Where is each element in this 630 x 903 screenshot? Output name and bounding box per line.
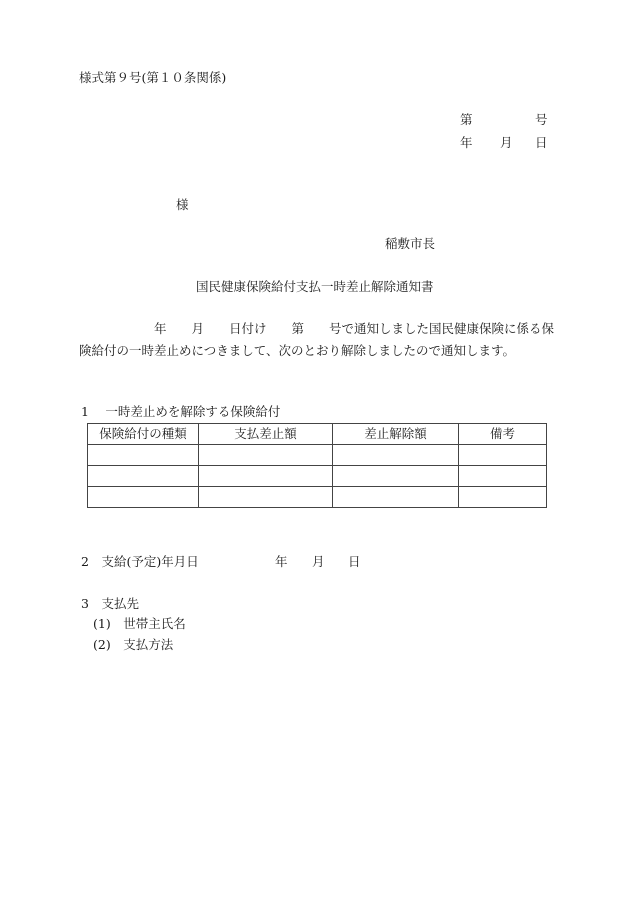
recipient-honorific: 様 [176, 197, 189, 212]
body-text-line-2: 険給付の一時差止めにつきまして、次のとおり解除しましたので通知します。 [79, 343, 516, 358]
table-header-row [88, 424, 547, 445]
payee-household-head-name: (1) 世帯主氏名 [93, 616, 186, 631]
table-row [88, 445, 547, 466]
table-cell[interactable] [199, 487, 333, 508]
table-row [88, 466, 547, 487]
document-number-prefix: 第 [460, 112, 473, 127]
table-cell[interactable] [333, 445, 459, 466]
table-cell[interactable] [333, 487, 459, 508]
payment-date-year-label: 年 [275, 554, 288, 569]
section-2-heading: 2 支給(予定)年月日 [81, 554, 199, 569]
table-cell[interactable] [199, 466, 333, 487]
table-cell[interactable] [459, 487, 547, 508]
section-3-heading: 3 支払先 [81, 596, 139, 611]
form-number: 様式第９号(第１０条関係) [79, 70, 227, 85]
document-title: 国民健康保険給付支払一時差止解除通知書 [196, 279, 434, 294]
table-cell[interactable] [333, 466, 459, 487]
payment-date-day-label: 日 [348, 554, 361, 569]
column-header-benefit-type: 保険給付の種類 [88, 424, 199, 445]
section-1-heading: 1 一時差止めを解除する保険給付 [81, 404, 281, 419]
date-month-label: 月 [500, 135, 513, 150]
table-cell[interactable] [459, 445, 547, 466]
table-cell[interactable] [88, 487, 199, 508]
body-text-line-1: 年 月 日付け 第 号で通知しました国民健康保険に係る保 [79, 321, 555, 336]
benefit-table [87, 423, 547, 508]
date-year-label: 年 [460, 135, 473, 150]
column-header-suspended-amount: 支払差止額 [199, 424, 333, 445]
column-header-released-amount: 差止解除額 [333, 424, 459, 445]
payment-date-month-label: 月 [312, 554, 325, 569]
date-day-label: 日 [535, 135, 548, 150]
table-cell[interactable] [88, 445, 199, 466]
sender-mayor: 稲敷市長 [385, 236, 436, 251]
table-cell[interactable] [459, 466, 547, 487]
table-cell[interactable] [88, 466, 199, 487]
column-header-remarks: 備考 [459, 424, 547, 445]
payee-payment-method: (2) 支払方法 [93, 637, 174, 652]
document-number-suffix: 号 [535, 112, 548, 127]
table-row [88, 487, 547, 508]
table-cell[interactable] [199, 445, 333, 466]
